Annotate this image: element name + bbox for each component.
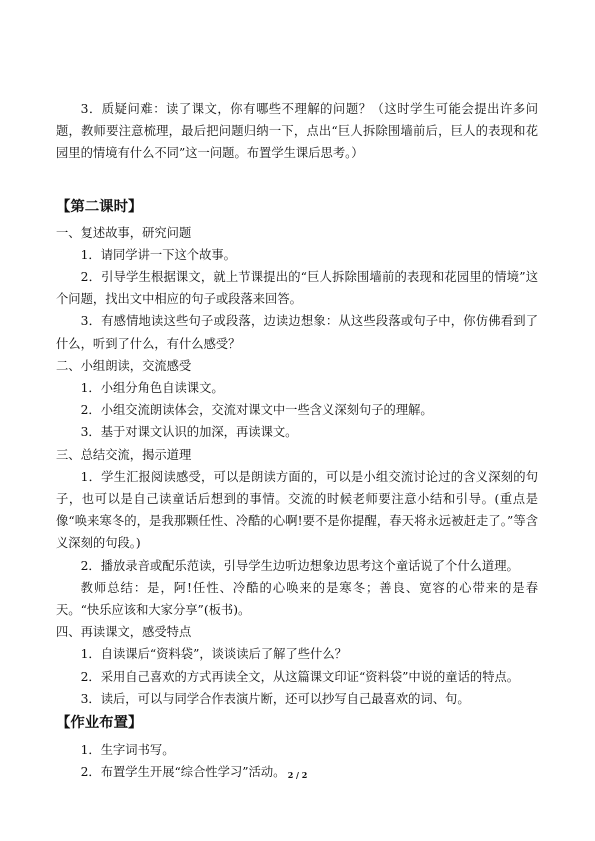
list-item: 3．基于对课文认识的加深，再读课文。 [80, 425, 298, 440]
page-number: 2 / 2 [287, 770, 308, 780]
lesson-heading: 【第二课时】 [56, 198, 143, 215]
list-item: 3．读后，可以与同学合作表演片断，还可以抄写自己最喜欢的词、句。 [80, 691, 470, 706]
document-body [56, 98, 538, 783]
section-heading: 一、复述故事，研究问题 [56, 225, 192, 240]
list-item: 2．布置学生开展“综合性学习”活动。 [80, 765, 286, 780]
section-heading: 四、再读课文，感受特点 [56, 625, 192, 640]
section-heading: 二、小组朗读，交流感受 [56, 358, 192, 373]
homework-heading: 【作业布置】 [56, 715, 143, 732]
list-item: 1．请同学讲一下这个故事。 [80, 247, 236, 262]
list-item: 1．生字词书写。 [80, 743, 175, 758]
list-item: 2．采用自己喜欢的方式再读全文，从这篇课文印证“资料袋”中说的童话的特点。 [80, 669, 520, 684]
list-item: 1．自读课后“资料袋”，谈谈读后了解了些什么？ [80, 647, 347, 662]
list-item: 3．有感情地读这些句子或段落，边读边想象：从这些段落或句子中，你仿佛看到了什么，听到了什么，有什么感受？ [56, 314, 538, 351]
section-group-reading [56, 355, 538, 444]
teacher-summary: 教师总结：是，阿!任性、冷酷的心唤来的是寒冬；善良、宽容的心带来的是春天。“快乐应该和大家分享”(板书)。 [56, 580, 538, 618]
section-summary [56, 444, 538, 622]
list-item: 1．学生汇报阅读感受，可以是朗读方面的，可以是小组交流讨论过的含义深刻的句子，也可以是自己读童话后想到的事情。交流的时候老师要注意小结和引导。(重点是像“唤来寒冬的，是我那颗任性、冷酷的心啊!要不是你提醒，春天将永远被赶走了。”等含义深刻的句段。) [56, 469, 538, 551]
list-item: 2．小组交流朗读体会，交流对课文中一些含义深刻句子的理解。 [80, 403, 433, 418]
top-paragraph: 3．质疑问难：读了课文，你有哪些不理解的问题？（这时学生可能会提出许多问题，教师要注意梳理，最后把问题归纳一下，点出“巨人拆除围墙前后，巨人的表现和花园里的情境有什么不同”这一问题。布置学生课后思考。） [56, 102, 538, 161]
section-reread [56, 621, 538, 710]
list-item: 2．引导学生根据课文，就上节课提出的“巨人拆除围墙前的表现和花园里的情境”这个问题，找出文中相应的句子或段落来回答。 [56, 270, 538, 307]
list-item: 1．小组分角色自读课文。 [80, 381, 224, 396]
list-item: 2．播放录音或配乐范读，引导学生边听边想象边思考这个童话说了个什么道理。 [80, 558, 519, 573]
section-heading: 三、总结交流，揭示道理 [56, 447, 192, 462]
section-review [56, 222, 538, 355]
